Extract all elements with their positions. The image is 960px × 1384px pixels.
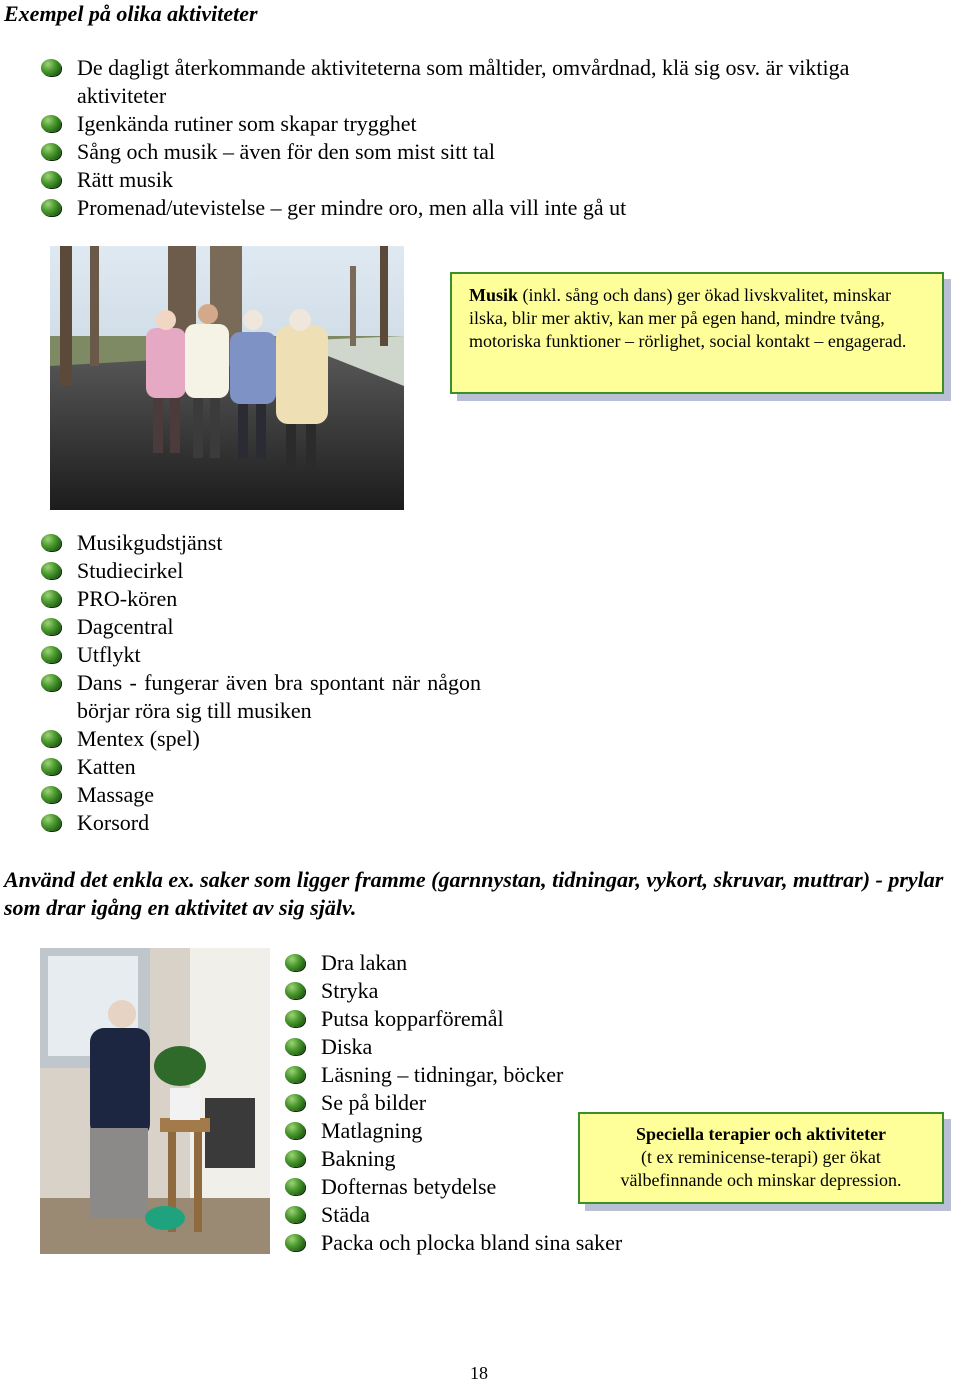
list-item: De dagligt återkommande aktiviteterna som måltider, omvårdnad, klä sig osv. är viktiga aktiviteter <box>41 54 921 110</box>
bullet-icon <box>41 59 61 76</box>
list-item: Dagcentral <box>41 613 481 641</box>
bullet-icon <box>285 982 305 999</box>
bullet-icon <box>285 1206 305 1223</box>
bullet-icon <box>285 1234 305 1251</box>
bullet-icon <box>41 786 61 803</box>
list-item: Dra lakan <box>285 949 705 977</box>
list-item: Katten <box>41 753 481 781</box>
callout-line: (t ex reminicense-terapi) ger ökat <box>641 1147 881 1167</box>
activities-list-3 <box>285 949 705 1257</box>
bullet-icon <box>41 618 61 635</box>
bullet-icon <box>285 1038 305 1055</box>
list-item: Massage <box>41 781 481 809</box>
bullet-icon <box>41 143 61 160</box>
callout-title: Speciella terapier och aktiviteter <box>635 1124 887 1144</box>
special-therapies-callout <box>578 1112 944 1204</box>
activities-list-1 <box>41 54 921 222</box>
callout-bold-term: Musik <box>469 285 519 305</box>
list-item: Studiecirkel <box>41 557 481 585</box>
list-item: Matlagning <box>285 1117 705 1145</box>
list-item: Igenkända rutiner som skapar trygghet <box>41 110 921 138</box>
bullet-icon <box>41 646 61 663</box>
bullet-icon <box>285 1066 305 1083</box>
page-number: 18 <box>470 1363 488 1383</box>
bullet-icon <box>285 1178 305 1195</box>
list-item: Packa och plocka bland sina saker <box>285 1229 705 1257</box>
bullet-icon <box>285 954 305 971</box>
list-item: Diska <box>285 1033 705 1061</box>
list-item: Sång och musik – även för den som mist sitt tal <box>41 138 921 166</box>
list-item: PRO-kören <box>41 585 481 613</box>
music-benefits-callout <box>450 272 944 394</box>
bullet-icon <box>41 562 61 579</box>
bullet-icon <box>285 1122 305 1139</box>
section-heading: Använd det enkla ex. saker som ligger framme (garnnystan, tidningar, vykort, skruvar, muttrar) - prylar som drar igång en aktivitet av sig själv. <box>4 867 944 920</box>
list-item: Musikgudstjänst <box>41 529 481 557</box>
callout-line: välbefinnande och minskar depression. <box>620 1170 902 1190</box>
bullet-icon <box>41 814 61 831</box>
list-item: Bakning <box>285 1145 705 1173</box>
walking-group-photo <box>50 246 404 510</box>
list-item: Utflykt <box>41 641 481 669</box>
list-item: Mentex (spel) <box>41 725 481 753</box>
list-item: Promenad/utevistelse – ger mindre oro, men alla vill inte gå ut <box>41 194 921 222</box>
list-item: Dans - fungerar även bra spontant när någon börjar röra sig till musiken <box>41 669 481 725</box>
list-item: Korsord <box>41 809 481 837</box>
bullet-icon <box>41 115 61 132</box>
bullet-icon <box>41 199 61 216</box>
activities-list-2 <box>41 529 481 837</box>
woman-plant-photo <box>40 948 270 1254</box>
bullet-icon <box>41 590 61 607</box>
bullet-icon <box>285 1150 305 1167</box>
bullet-icon <box>41 534 61 551</box>
bullet-icon <box>285 1094 305 1111</box>
bullet-icon <box>41 758 61 775</box>
bullet-icon <box>41 730 61 747</box>
list-item: Städa <box>285 1201 705 1229</box>
list-item: Putsa kopparföremål <box>285 1005 705 1033</box>
list-item: Stryka <box>285 977 705 1005</box>
list-item: Dofternas betydelse <box>285 1173 705 1201</box>
list-item: Rätt musik <box>41 166 921 194</box>
bullet-icon <box>41 674 61 691</box>
page-heading: Exempel på olika aktiviteter <box>4 1 258 26</box>
callout-text: (inkl. sång och dans) ger ökad livskvalitet, minskar ilska, blir mer aktiv, kan mer på egen hand, mindre tvång, motoriska funktioner – rörlighet, social kontakt – engagerad. <box>469 285 907 351</box>
list-item: Läsning – tidningar, böcker <box>285 1061 705 1089</box>
bullet-icon <box>285 1010 305 1027</box>
list-item: Se på bilder <box>285 1089 705 1117</box>
bullet-icon <box>41 171 61 188</box>
